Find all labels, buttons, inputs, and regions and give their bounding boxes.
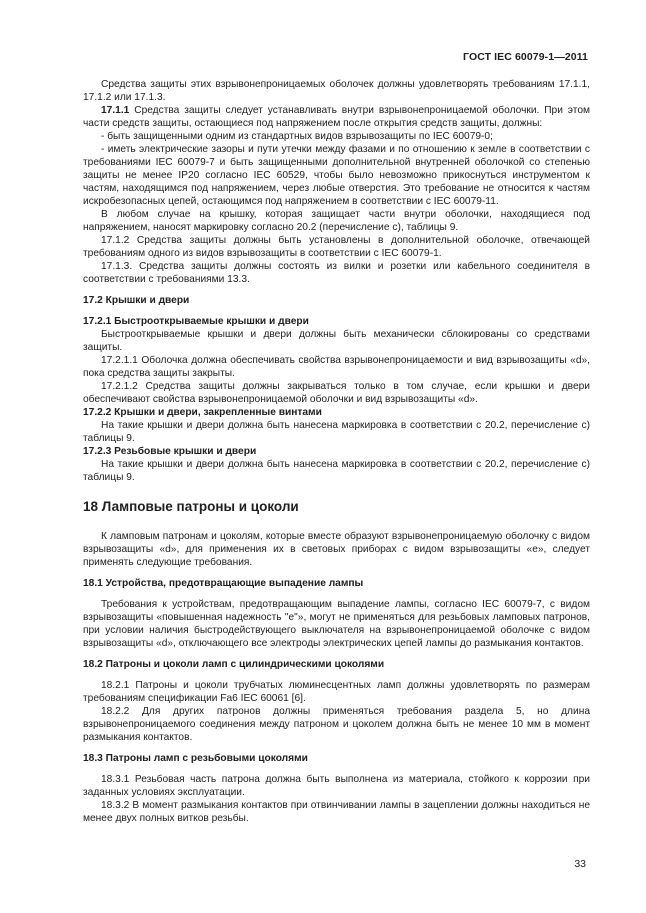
paragraph: Средства защиты этих взрывонепроницаемых оболочек должны удовлетворять требованиям 17.1.1, 17.1.2 или 17.1.3. — [83, 79, 590, 103]
paragraph: 18.2.1 Патроны и цоколи трубчатых люминесцентных ламп должны удовлетворять по размерам требованиям спецификации Fa6 IEC 60061 [6]. — [83, 680, 590, 704]
list-item: - быть защищенными одним из стандартных видов взрывозащиты по IEC 60079-0; — [101, 131, 493, 142]
paragraph: Быстрооткрываемые крышки и двери должны быть механически сблокированы со средствами защиты. — [83, 329, 590, 353]
paragraph: 18.2.2 Для других патронов должны применяться требования раздела 5, но длина взрывонепроницаемого соединения между патроном и цоколем должна быть не менее 10 мм в момент размыкания контактов. — [83, 706, 590, 743]
paragraph: На такие крышки и двери должна быть нанесена маркировка в соответствии с 20.2, перечисление c) таблицы 9. — [83, 459, 590, 483]
section-heading: 18.2 Патроны и цоколи ламп с цилиндрическими цоколями — [83, 659, 385, 670]
document-header: ГОСТ IEC 60079-1—2011 — [463, 51, 588, 63]
paragraph-17-1-1 — [83, 104, 590, 130]
paragraph: К ламповым патронам и цоколям, которые вместе образуют взрывонепроницаемую оболочку с видом взрывозащиты «d», для применения их в световых приборах с видом взрывозащиты «e», следует применять следующие требования. — [83, 531, 590, 568]
paragraph: 17.1.2 Средства защиты должны быть установлены в дополнительной оболочке, отвечающей требованиям одного из видов взрывозащиты в соответствии с IEC 60079-1. — [83, 235, 590, 259]
paragraph: 18.3.1 Резьбовая часть патрона должна быть выполнена из материала, стойкого к коррозии при заданных условиях эксплуатации. — [83, 774, 590, 798]
section-heading: 17.2.2 Крышки и двери, закрепленные винтами — [83, 407, 322, 418]
paragraph: 18.3.2 В момент размыкания контактов при отвинчивании лампы в зацеплении должны находиться не менее двух полных витков резьбы. — [83, 800, 590, 824]
clause-text: Средства защиты следует устанавливать внутри взрывонепроницаемой оболочки. При этом части средств защиты, остающиеся под напряжением после открытия средств защиты, должны: — [83, 105, 590, 129]
paragraph: В любом случае на крышку, которая защищает части внутри оболочки, находящиеся под напряжением, наносят маркировку согласно 20.2 (перечисление c), таблицы 9. — [83, 209, 590, 233]
document-body — [83, 78, 590, 825]
paragraph: На такие крышки и двери должна быть нанесена маркировка в соответствии с 20.2, перечисление c) таблицы 9. — [83, 420, 590, 444]
section-heading: 17.2.3 Резьбовые крышки и двери — [83, 446, 257, 457]
paragraph: Требования к устройствам, предотвращающим выпадение лампы, согласно IEC 60079-7, с видом взрывозащиты «повышенная надежность "e"», могут не применяться для резьбовых ламповых патронов, при условии наличия быстродействующего выключателя на взрывонепроницаемой оболочке с видом взрывозащиты «d», отключающего все электроды электрических цепей лампы до размыкания контактов. — [83, 599, 590, 649]
paragraph: 17.2.1.2 Средства защиты должны закрываться только в том случае, если крышки и двери обеспечивают свойства взрывонепроницаемой оболочки и вид взрывозащиты «d». — [83, 381, 590, 405]
list-item: - иметь электрические зазоры и пути утечки между фазами и по отношению к земле в соответствии с требованиями IEC 60079-7 и быть защищенными дополнительной внутренней оболочкой со степенью защиты не менее IP20 согласно IEC 60529, чтобы было невозможно прикоснуться инструментом к частям, находящимся под напряжением, через любые отверстия. Это требование не относится к частям искробезопасных цепей, остающимся под напряжением в соответствии с IEC 60079-11. — [83, 144, 590, 207]
section-heading: 17.2 Крышки и двери — [83, 295, 190, 306]
section-heading: 18.3 Патроны ламп с резьбовыми цоколями — [83, 753, 308, 764]
section-heading: 18.1 Устройства, предотвращающие выпадение лампы — [83, 578, 364, 589]
clause-number: 17.1.1 — [101, 105, 130, 116]
paragraph: 17.1.3. Средства защиты должны состоять из вилки и розетки или кабельного соединителя в соответствии с требованиями 13.3. — [83, 261, 590, 285]
page-number: 33 — [574, 858, 586, 870]
chapter-heading: 18 Ламповые патроны и цоколи — [83, 499, 299, 514]
paragraph: 17.2.1.1 Оболочка должна обеспечивать свойства взрывонепроницаемости и вид взрывозащиты «d», пока средства защиты закрыты. — [83, 355, 590, 379]
section-heading: 17.2.1 Быстрооткрываемые крышки и двери — [83, 316, 309, 327]
